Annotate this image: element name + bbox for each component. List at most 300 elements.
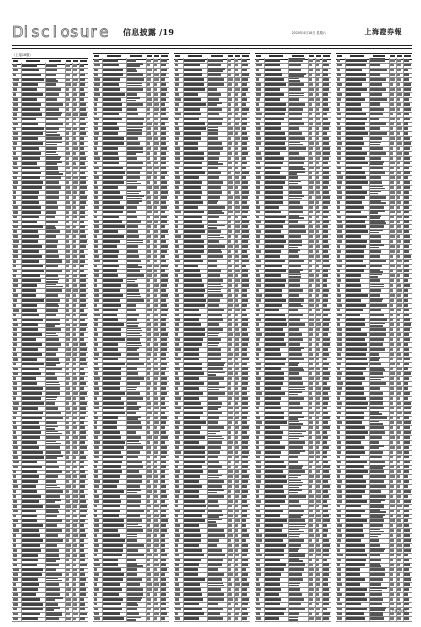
table-cell	[73, 539, 76, 542]
table-cell	[161, 216, 167, 219]
table-cell	[175, 69, 178, 72]
table-cell	[161, 583, 166, 586]
table-cell	[309, 348, 312, 351]
table-cell	[66, 412, 71, 415]
table-cell	[208, 70, 223, 72]
table-cell	[184, 451, 205, 454]
table-cell	[147, 353, 151, 356]
table-cell	[13, 319, 18, 322]
table-cell	[404, 363, 409, 366]
table-cell	[346, 568, 360, 571]
table-cell	[22, 485, 36, 488]
table-cell	[73, 377, 77, 380]
table-cell	[184, 240, 204, 243]
table-cell	[346, 353, 366, 356]
table-column	[12, 52, 88, 600]
table-cell	[13, 181, 18, 184]
table-cell	[66, 559, 69, 562]
table-cell	[147, 78, 151, 81]
table-cell	[289, 328, 299, 331]
table-cell	[147, 544, 151, 547]
table-cell	[66, 524, 70, 527]
table-cell	[22, 230, 38, 233]
table-cell	[346, 348, 367, 351]
table-cell	[265, 240, 286, 243]
table-cell	[208, 206, 225, 209]
table-cell	[161, 392, 167, 395]
table-cell	[161, 245, 168, 248]
table-cell	[289, 389, 305, 391]
table-cell	[13, 255, 19, 258]
table-cell	[94, 83, 100, 86]
table-cell	[256, 78, 259, 81]
table-cell	[256, 608, 261, 611]
table-cell	[13, 333, 17, 336]
table-cell	[73, 279, 76, 282]
table-cell	[22, 221, 37, 224]
table-cell	[323, 59, 327, 62]
table-cell	[370, 276, 378, 278]
table-cell	[337, 598, 340, 601]
table-cell	[309, 461, 313, 464]
table-cell	[316, 505, 319, 508]
table-cell	[390, 407, 394, 410]
table-cell	[235, 206, 240, 209]
table-cell	[46, 443, 61, 445]
table-cell	[94, 147, 97, 150]
table-cell	[370, 333, 386, 336]
table-cell	[154, 461, 157, 464]
table-cell	[323, 514, 329, 517]
table-cell	[289, 93, 304, 95]
table-cell	[228, 367, 232, 370]
table-cell	[13, 142, 18, 145]
table-cell	[66, 461, 71, 464]
table-cell	[208, 382, 219, 385]
table-cell	[208, 328, 223, 331]
table-cell	[309, 309, 312, 312]
table-cell	[235, 118, 240, 121]
table-cell	[390, 216, 394, 219]
table-cell	[265, 608, 286, 611]
table-cell	[103, 387, 120, 390]
table-cell	[22, 510, 36, 513]
table-cell	[370, 544, 380, 547]
table-cell	[103, 392, 125, 395]
table-cell	[147, 73, 151, 76]
table-cell	[103, 73, 123, 76]
table-cell	[390, 598, 393, 601]
table-cell	[256, 201, 260, 204]
table-cell	[256, 353, 259, 356]
table-cell	[66, 539, 69, 542]
table-cell	[228, 186, 233, 189]
table-cell	[323, 147, 330, 150]
table-cell	[309, 235, 313, 238]
table-cell	[161, 323, 166, 326]
table-cell	[323, 544, 330, 547]
table-cell	[46, 80, 58, 82]
table-cell	[103, 598, 123, 601]
table-cell	[154, 456, 157, 459]
table-cell	[404, 593, 408, 596]
table-cell	[46, 511, 59, 513]
table-cell	[208, 436, 222, 438]
table-cell	[208, 438, 224, 440]
table-cell	[80, 216, 85, 219]
table-cell	[94, 431, 100, 434]
table-cell	[242, 255, 248, 258]
table-cell	[235, 171, 240, 174]
table-cell	[127, 461, 142, 464]
table-cell	[127, 470, 139, 473]
table-cell	[13, 426, 17, 429]
table-cell	[127, 358, 139, 361]
table-cell	[346, 490, 365, 493]
table-cell	[346, 323, 365, 326]
table-cell	[80, 559, 85, 562]
table-cell	[397, 309, 401, 312]
table-cell	[242, 103, 246, 106]
table-cell	[80, 113, 87, 116]
table-cell	[235, 83, 238, 86]
table-cell	[390, 372, 395, 375]
table-cell	[46, 221, 58, 224]
table-cell	[390, 470, 394, 473]
table-cell	[154, 206, 157, 209]
table-cell	[175, 524, 181, 527]
table-cell	[147, 372, 150, 375]
table-cell	[13, 441, 17, 444]
table-cell	[316, 475, 320, 478]
table-cell	[22, 387, 43, 390]
table-cell	[256, 524, 261, 527]
table-cell	[404, 191, 409, 194]
table-cell	[228, 598, 233, 601]
table-cell	[13, 123, 18, 126]
table-cell	[289, 531, 304, 533]
table-cell	[370, 475, 386, 478]
table-cell	[323, 93, 328, 96]
table-cell	[184, 363, 202, 366]
table-cell	[390, 167, 394, 170]
table-cell	[147, 559, 150, 562]
table-cell	[370, 60, 385, 62]
table-cell	[154, 162, 158, 165]
table-cell	[370, 188, 385, 190]
table-cell	[289, 284, 300, 287]
table-cell	[208, 441, 222, 444]
table-cell	[337, 299, 341, 302]
table-cell	[154, 318, 158, 321]
table-cell	[235, 465, 238, 468]
table-cell	[404, 59, 409, 62]
table-cell	[390, 519, 395, 522]
table-cell	[309, 612, 312, 615]
table-cell	[73, 461, 76, 464]
table-cell	[13, 451, 17, 454]
table-cell	[397, 377, 400, 380]
table-cell	[256, 216, 260, 219]
table-cell	[80, 613, 87, 616]
table-cell	[397, 122, 401, 125]
table-cell	[242, 127, 246, 130]
table-cell	[22, 412, 43, 415]
table-cell	[94, 113, 98, 116]
table-cell	[13, 167, 18, 170]
table-cell	[184, 563, 199, 566]
table-cell	[337, 559, 341, 562]
table-cell	[161, 122, 165, 125]
table-cell	[397, 505, 402, 508]
table-cell	[404, 559, 409, 562]
table-cell	[370, 539, 379, 542]
table-cell	[242, 338, 249, 341]
table-cell	[184, 598, 203, 601]
table-cell	[208, 408, 218, 410]
table-cell	[175, 519, 178, 522]
table-cell	[66, 255, 70, 258]
wordmark-letter: e	[99, 23, 109, 41]
table-cell	[390, 299, 394, 302]
table-cell	[161, 412, 165, 415]
table-cell	[397, 162, 400, 165]
table-cell	[103, 118, 122, 121]
table-cell	[103, 98, 121, 101]
table-cell	[235, 103, 238, 106]
table-cell	[208, 299, 220, 302]
table-cell	[265, 279, 286, 282]
table-cell	[73, 260, 78, 263]
table-cell	[154, 328, 158, 331]
table-cell	[390, 475, 395, 478]
table-cell	[309, 274, 314, 277]
table-cell	[22, 284, 37, 287]
table-cell	[127, 514, 140, 517]
table-cell	[13, 113, 17, 116]
table-cell	[154, 59, 158, 62]
table-cell	[154, 176, 157, 179]
table-cell	[103, 225, 125, 228]
table-cell	[323, 539, 329, 542]
table-cell	[66, 426, 69, 429]
table-cell	[316, 176, 319, 179]
table-cell	[397, 171, 401, 174]
table-cell	[94, 122, 98, 125]
table-cell	[390, 495, 393, 498]
table-cell	[22, 289, 36, 292]
table-cell	[184, 495, 199, 498]
table-cell	[103, 88, 120, 91]
table-cell	[208, 279, 223, 282]
table-cell	[127, 436, 141, 439]
table-cell	[256, 475, 261, 478]
table-cell	[46, 436, 60, 439]
table-cell	[154, 544, 159, 547]
table-cell	[346, 240, 367, 243]
table-cell	[147, 578, 151, 581]
table-cell	[256, 64, 262, 67]
table-cell	[370, 304, 387, 307]
table-cell	[289, 534, 300, 536]
table-cell	[256, 505, 260, 508]
table-cell	[242, 563, 248, 566]
table-cell	[242, 367, 248, 370]
table-cell	[184, 245, 204, 248]
table-cell	[289, 103, 305, 106]
table-cell	[242, 289, 247, 292]
table-cell	[147, 412, 152, 415]
table-cell	[316, 309, 320, 312]
table-cell	[289, 294, 299, 297]
table-cell	[346, 421, 362, 424]
table-cell	[404, 186, 410, 189]
table-cell	[208, 549, 222, 552]
table-cell	[94, 230, 99, 233]
table-cell	[80, 206, 85, 209]
table-cell	[337, 69, 341, 72]
table-cell	[370, 202, 386, 204]
table-cell	[46, 505, 60, 508]
table-cell	[370, 300, 382, 302]
table-cell	[154, 568, 157, 571]
table-cell	[208, 451, 220, 454]
table-cell	[73, 603, 77, 606]
table-cell	[175, 588, 180, 591]
table-cell	[390, 534, 393, 537]
table-cell	[154, 372, 159, 375]
table-cell	[184, 269, 200, 272]
table-cell	[337, 426, 340, 429]
table-cell	[127, 103, 143, 106]
table-body	[336, 58, 412, 622]
table-cell	[337, 568, 341, 571]
table-cell	[370, 217, 380, 219]
table-cell	[73, 505, 77, 508]
table-cell	[46, 103, 63, 106]
table-cell	[323, 78, 329, 81]
table-cell	[184, 382, 204, 385]
table-cell	[66, 250, 70, 253]
table-cell	[265, 201, 283, 204]
table-cell	[265, 98, 280, 101]
table-cell	[208, 608, 223, 611]
table-cell	[184, 338, 203, 341]
table-cell	[147, 127, 151, 130]
table-cell	[346, 157, 365, 160]
table-cell	[13, 137, 19, 140]
table-cell	[346, 284, 361, 287]
table-cell	[80, 436, 86, 439]
table-cell	[265, 309, 279, 312]
table-cell	[127, 137, 138, 140]
table-cell	[390, 544, 394, 547]
table-cell	[73, 191, 77, 194]
table-cell	[147, 220, 152, 223]
table-cell	[73, 426, 77, 429]
table-cell	[66, 260, 70, 263]
table-cell	[337, 274, 340, 277]
table-cell	[127, 480, 142, 483]
table-cell	[46, 364, 56, 366]
table-cell	[161, 318, 166, 321]
table-cell	[80, 108, 86, 111]
table-cell	[337, 245, 340, 248]
table-cell	[154, 230, 158, 233]
table-cell	[370, 271, 383, 273]
table-cell	[404, 343, 408, 346]
table-cell	[22, 98, 37, 101]
table-cell	[94, 416, 99, 419]
table-cell	[94, 191, 98, 194]
table-cell	[265, 269, 286, 272]
table-cell	[46, 428, 55, 430]
table-cell	[404, 299, 408, 302]
table-cell	[390, 186, 394, 189]
table-cell	[161, 588, 166, 591]
table-cell	[235, 603, 238, 606]
table-cell	[235, 519, 240, 522]
table-cell	[235, 64, 238, 67]
table-cell	[404, 201, 409, 204]
table-cell	[66, 167, 70, 170]
table-cell	[316, 265, 319, 268]
table-cell	[346, 519, 367, 522]
table-cell	[161, 524, 166, 527]
table-cell	[94, 265, 98, 268]
table-cell	[208, 338, 221, 341]
table-cell	[154, 78, 159, 81]
table-cell	[289, 271, 300, 273]
table-cell	[265, 304, 282, 307]
table-cell	[22, 64, 37, 67]
table-cell	[13, 103, 18, 106]
table-cell	[404, 534, 410, 537]
table-cell	[265, 382, 283, 385]
table-cell	[390, 284, 393, 287]
table-cell	[154, 519, 158, 522]
table-cell	[289, 211, 303, 214]
table-cell	[316, 578, 320, 581]
table-cell	[404, 265, 409, 268]
table-cell	[147, 211, 152, 214]
table-cell	[309, 598, 313, 601]
table-cell	[66, 529, 70, 532]
table-cell	[397, 348, 400, 351]
table-cell	[235, 573, 238, 576]
table-cell	[94, 588, 100, 591]
table-cell	[370, 222, 386, 224]
table-cell	[154, 407, 159, 410]
table-cell	[242, 137, 248, 140]
table-cell	[73, 515, 77, 518]
table-cell	[73, 446, 77, 449]
table-cell	[316, 220, 320, 223]
table-cell	[235, 554, 239, 557]
table-cell	[346, 407, 367, 410]
table-cell	[337, 392, 341, 395]
table-cell	[346, 299, 361, 302]
table-cell	[147, 603, 151, 606]
table-cell	[256, 603, 261, 606]
table-cell	[265, 88, 280, 91]
table-cell	[337, 127, 341, 130]
table-cell	[208, 461, 219, 464]
table-cell	[184, 235, 201, 238]
table-cell	[154, 529, 159, 532]
disclosure-wordmark	[12, 25, 107, 40]
table-cell	[323, 323, 329, 326]
